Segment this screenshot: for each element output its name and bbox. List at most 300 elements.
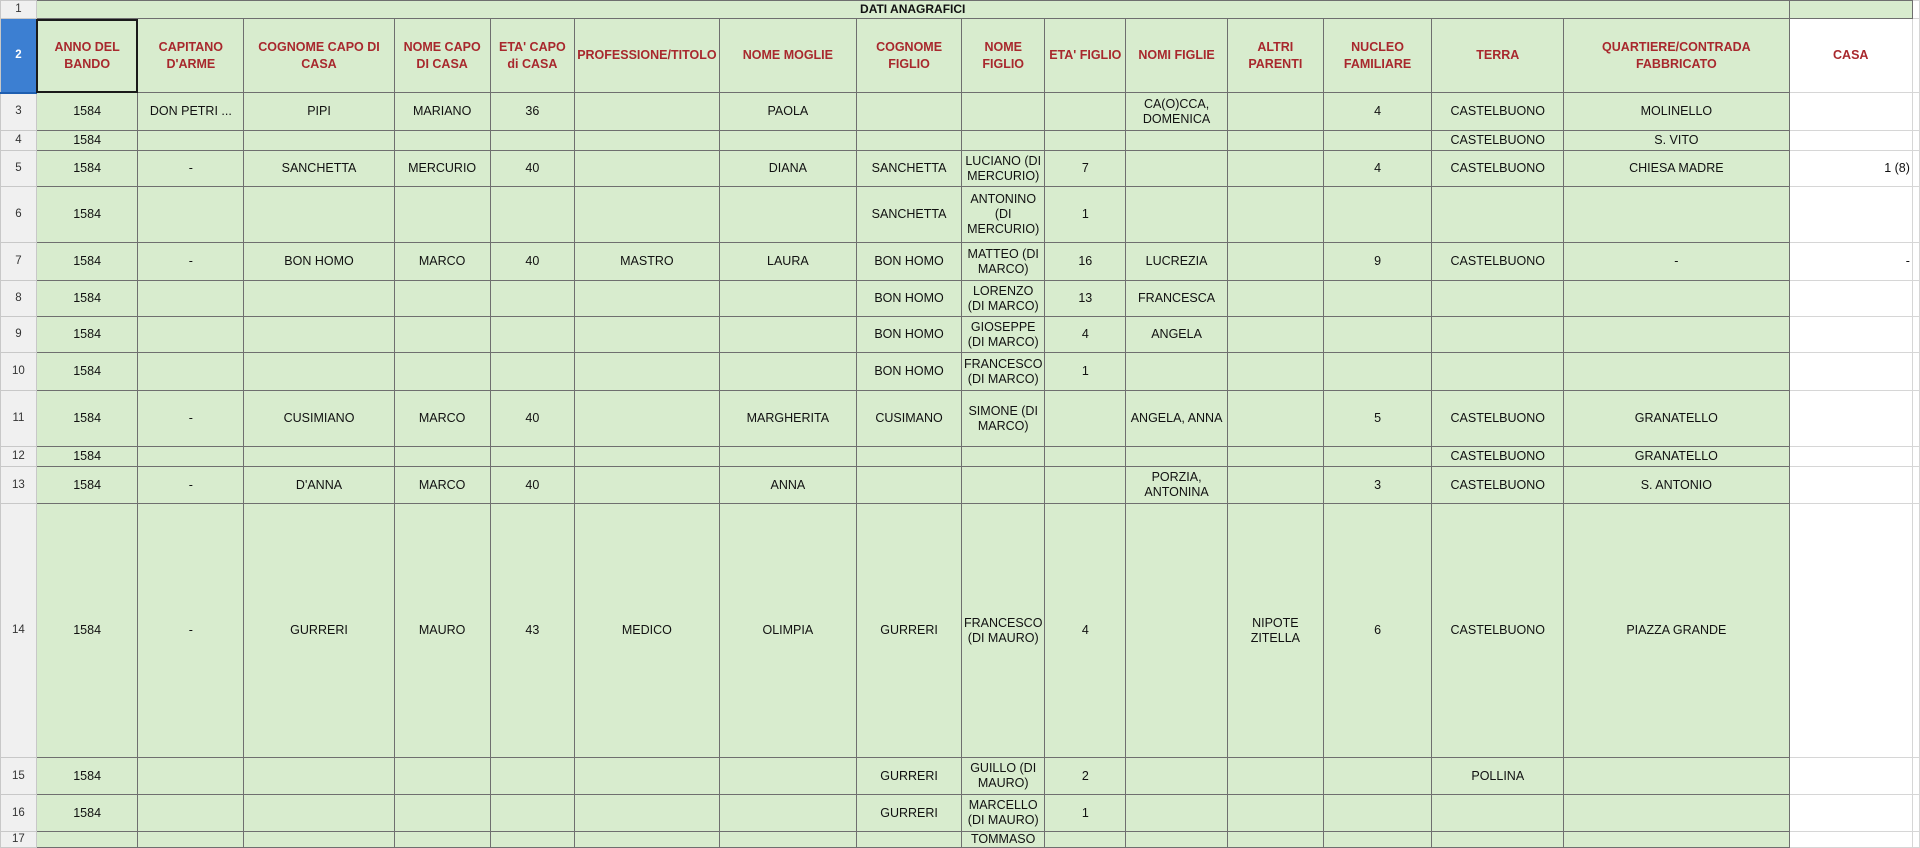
row-number[interactable]: 2 — [1, 19, 37, 93]
table-row — [1, 317, 1920, 353]
cell-capitano-d-arme[interactable] — [138, 758, 244, 795]
cell-cognome-capo[interactable] — [244, 795, 394, 832]
cell-nome-capo[interactable]: MARCO — [394, 467, 490, 504]
cell-altri-parenti[interactable] — [1228, 281, 1324, 317]
cell-eta-figlio[interactable]: 4 — [1045, 504, 1126, 758]
cell-altri-parenti[interactable] — [1228, 467, 1324, 504]
cell-terra[interactable] — [1432, 281, 1564, 317]
cell-nome-moglie[interactable]: ANNA — [719, 467, 857, 504]
cell-quartiere[interactable] — [1564, 832, 1789, 848]
cell-capitano-d-arme[interactable] — [138, 131, 244, 151]
cell-nome-figlio[interactable]: LORENZO (DI MARCO) — [961, 281, 1044, 317]
cell-eta-capo[interactable] — [490, 281, 575, 317]
cell-eta-figlio[interactable]: 1 — [1045, 353, 1126, 391]
cell-nome-moglie[interactable] — [719, 758, 857, 795]
cell-capitano-d-arme[interactable] — [138, 832, 244, 848]
cell-nome-moglie[interactable] — [719, 317, 857, 353]
cell-altri-parenti[interactable] — [1228, 131, 1324, 151]
cell-eta-capo[interactable]: 40 — [490, 467, 575, 504]
cell-casa[interactable] — [1789, 391, 1912, 447]
cell-nomi-figlie[interactable]: ANGELA, ANNA — [1126, 391, 1228, 447]
cell-eta-capo[interactable] — [490, 795, 575, 832]
cell-nome-capo[interactable] — [394, 317, 490, 353]
cell-nomi-figlie[interactable]: FRANCESCA — [1126, 281, 1228, 317]
cell-professione[interactable]: MEDICO — [575, 504, 719, 758]
cell-terra[interactable]: CASTELBUONO — [1432, 504, 1564, 758]
cell-nucleo-familiare[interactable] — [1323, 447, 1432, 467]
row-number[interactable]: 16 — [1, 795, 37, 832]
cell-capitano-d-arme[interactable] — [138, 187, 244, 243]
cell-cognome-figlio[interactable] — [857, 467, 962, 504]
cell-nomi-figlie[interactable] — [1126, 795, 1228, 832]
cell-cognome-figlio[interactable]: CUSIMANO — [857, 391, 962, 447]
cell-anno-del-bando[interactable]: 1584 — [36, 151, 138, 187]
cell-empty — [1912, 795, 1919, 832]
table-row — [1, 758, 1920, 795]
cell-altri-parenti[interactable]: NIPOTE ZITELLA — [1228, 504, 1324, 758]
cell-nome-figlio[interactable]: ANTONINO (DI MERCURIO) — [961, 187, 1044, 243]
cell-nome-moglie[interactable] — [719, 353, 857, 391]
cell-casa[interactable] — [1789, 187, 1912, 243]
cell-nome-figlio[interactable]: FRANCESCO (DI MAURO) — [961, 504, 1044, 758]
cell-eta-figlio[interactable]: 7 — [1045, 151, 1126, 187]
cell-empty[interactable] — [1789, 1, 1912, 19]
cell-nome-capo[interactable] — [394, 281, 490, 317]
cell-eta-capo[interactable]: 40 — [490, 391, 575, 447]
cell-capitano-d-arme[interactable]: - — [138, 391, 244, 447]
cell-quartiere[interactable] — [1564, 317, 1789, 353]
column-header-terra[interactable]: TERRA — [1432, 19, 1564, 93]
cell-cognome-figlio[interactable]: BON HOMO — [857, 243, 962, 281]
cell-cognome-capo[interactable]: BON HOMO — [244, 243, 394, 281]
cell-terra[interactable]: CASTELBUONO — [1432, 391, 1564, 447]
cell-casa[interactable] — [1789, 758, 1912, 795]
cell-nome-figlio[interactable] — [961, 93, 1044, 131]
cell-altri-parenti[interactable] — [1228, 447, 1324, 467]
cell-eta-figlio[interactable]: 4 — [1045, 317, 1126, 353]
column-header-nome-capo[interactable]: NOME CAPO DI CASA — [394, 19, 490, 93]
cell-nome-capo[interactable] — [394, 795, 490, 832]
cell-cognome-capo[interactable]: D'ANNA — [244, 467, 394, 504]
cell-nome-figlio[interactable]: TOMMASO — [961, 832, 1044, 848]
cell-empty — [1912, 353, 1919, 391]
column-header-capitano-d-arme[interactable]: CAPITANO D'ARME — [138, 19, 244, 93]
cell-quartiere[interactable] — [1564, 353, 1789, 391]
cell-terra[interactable] — [1432, 353, 1564, 391]
cell-nucleo-familiare[interactable]: 3 — [1323, 467, 1432, 504]
cell-cognome-capo[interactable]: PIPI — [244, 93, 394, 131]
cell-nome-figlio[interactable]: GIOSEPPE (DI MARCO) — [961, 317, 1044, 353]
column-header-nomi-figlie[interactable]: NOMI FIGLIE — [1126, 19, 1228, 93]
cell-eta-figlio[interactable] — [1045, 93, 1126, 131]
table-row — [1, 281, 1920, 317]
table-row — [1, 447, 1920, 467]
cell-nome-figlio[interactable]: FRANCESCO (DI MARCO) — [961, 353, 1044, 391]
cell-terra[interactable] — [1432, 187, 1564, 243]
cell-nome-capo[interactable] — [394, 131, 490, 151]
cell-terra[interactable]: CASTELBUONO — [1432, 447, 1564, 467]
cell-quartiere[interactable] — [1564, 795, 1789, 832]
cell-professione[interactable] — [575, 447, 719, 467]
cell-capitano-d-arme[interactable] — [138, 447, 244, 467]
cell-eta-capo[interactable] — [490, 317, 575, 353]
cell-quartiere[interactable] — [1564, 187, 1789, 243]
cell-terra[interactable] — [1432, 832, 1564, 848]
cell-cognome-figlio[interactable] — [857, 832, 962, 848]
cell-cognome-capo[interactable] — [244, 281, 394, 317]
cell-anno-del-bando[interactable]: 1584 — [36, 467, 138, 504]
row-number[interactable]: 13 — [1, 467, 37, 504]
cell-professione[interactable] — [575, 317, 719, 353]
cell-nome-moglie[interactable]: PAOLA — [719, 93, 857, 131]
cell-empty — [1912, 832, 1919, 848]
cell-eta-figlio[interactable]: 1 — [1045, 795, 1126, 832]
cell-empty — [1912, 243, 1919, 281]
cell-professione[interactable]: MASTRO — [575, 243, 719, 281]
cell-altri-parenti[interactable] — [1228, 758, 1324, 795]
row-number[interactable]: 6 — [1, 187, 37, 243]
cell-professione[interactable] — [575, 93, 719, 131]
row-number[interactable]: 1 — [1, 1, 37, 19]
column-header-nucleo-familiare[interactable]: NUCLEO FAMILIARE — [1323, 19, 1432, 93]
table-row — [1, 467, 1920, 504]
cell-altri-parenti[interactable] — [1228, 93, 1324, 131]
column-header-eta-capo[interactable]: ETA' CAPO di CASA — [490, 19, 575, 93]
cell-cognome-figlio[interactable] — [857, 131, 962, 151]
row-number[interactable]: 12 — [1, 447, 37, 467]
cell-terra[interactable]: CASTELBUONO — [1432, 151, 1564, 187]
cell-nomi-figlie[interactable] — [1126, 151, 1228, 187]
cell-anno-del-bando[interactable]: 1584 — [36, 447, 138, 467]
cell-casa[interactable] — [1789, 504, 1912, 758]
cell-terra[interactable]: CASTELBUONO — [1432, 467, 1564, 504]
cell-nome-moglie[interactable]: MARGHERITA — [719, 391, 857, 447]
row-number[interactable]: 10 — [1, 353, 37, 391]
cell-professione[interactable] — [575, 281, 719, 317]
cell-empty — [1912, 187, 1919, 243]
row-number[interactable]: 7 — [1, 243, 37, 281]
cell-eta-capo[interactable] — [490, 353, 575, 391]
cell-nomi-figlie[interactable]: ANGELA — [1126, 317, 1228, 353]
cell-nome-figlio[interactable]: LUCIANO (DI MERCURIO) — [961, 151, 1044, 187]
cell-empty — [1912, 317, 1919, 353]
column-header-nome-moglie[interactable]: NOME MOGLIE — [719, 19, 857, 93]
cell-quartiere[interactable]: CHIESA MADRE — [1564, 151, 1789, 187]
row-number[interactable]: 15 — [1, 758, 37, 795]
cell-professione[interactable] — [575, 131, 719, 151]
cell-capitano-d-arme[interactable]: - — [138, 467, 244, 504]
cell-nome-capo[interactable] — [394, 758, 490, 795]
cell-anno-del-bando[interactable]: 1584 — [36, 795, 138, 832]
cell-nomi-figlie[interactable] — [1126, 187, 1228, 243]
cell-empty — [1912, 93, 1919, 131]
cell-empty — [1912, 467, 1919, 504]
cell-altri-parenti[interactable] — [1228, 151, 1324, 187]
cell-capitano-d-arme[interactable] — [138, 317, 244, 353]
cell-casa[interactable] — [1789, 353, 1912, 391]
cell-capitano-d-arme[interactable]: - — [138, 151, 244, 187]
cell-altri-parenti[interactable] — [1228, 243, 1324, 281]
cell-nome-moglie[interactable] — [719, 281, 857, 317]
cell-nomi-figlie[interactable] — [1126, 758, 1228, 795]
row-number[interactable]: 11 — [1, 391, 37, 447]
cell-nome-moglie[interactable] — [719, 832, 857, 848]
cell-nome-capo[interactable]: MERCURIO — [394, 151, 490, 187]
table-row — [1, 832, 1920, 848]
cell-cognome-capo[interactable] — [244, 131, 394, 151]
column-header-cognome-figlio[interactable]: COGNOME FIGLIO — [857, 19, 962, 93]
cell-eta-capo[interactable] — [490, 187, 575, 243]
cell-anno-del-bando[interactable]: 1584 — [36, 317, 138, 353]
cell-nome-moglie[interactable]: OLIMPIA — [719, 504, 857, 758]
cell-capitano-d-arme[interactable] — [138, 281, 244, 317]
table-row — [1, 391, 1920, 447]
cell-nomi-figlie[interactable]: PORZIA, ANTONINA — [1126, 467, 1228, 504]
cell-casa[interactable] — [1789, 131, 1912, 151]
cell-casa[interactable] — [1789, 93, 1912, 131]
cell-capitano-d-arme[interactable]: - — [138, 504, 244, 758]
cell-eta-figlio[interactable] — [1045, 391, 1126, 447]
cell-altri-parenti[interactable] — [1228, 317, 1324, 353]
cell-eta-figlio[interactable]: 1 — [1045, 187, 1126, 243]
column-header-anno-del-bando[interactable]: ANNO DEL BANDO — [36, 19, 138, 93]
cell-nome-figlio[interactable]: SIMONE (DI MARCO) — [961, 391, 1044, 447]
cell-altri-parenti[interactable] — [1228, 832, 1324, 848]
cell-empty — [1912, 281, 1919, 317]
cell-cognome-capo[interactable]: SANCHETTA — [244, 151, 394, 187]
cell-casa[interactable] — [1789, 281, 1912, 317]
cell-altri-parenti[interactable] — [1228, 795, 1324, 832]
cell-nome-moglie[interactable] — [719, 187, 857, 243]
cell-eta-capo[interactable]: 40 — [490, 243, 575, 281]
cell-cognome-capo[interactable] — [244, 187, 394, 243]
sheet-title[interactable]: DATI ANAGRAFICI — [36, 1, 1789, 19]
cell-anno-del-bando[interactable]: 1584 — [36, 504, 138, 758]
cell-nucleo-familiare[interactable]: 4 — [1323, 151, 1432, 187]
cell-terra[interactable]: CASTELBUONO — [1432, 93, 1564, 131]
cell-professione[interactable] — [575, 758, 719, 795]
cell-nomi-figlie[interactable] — [1126, 353, 1228, 391]
cell-eta-capo[interactable] — [490, 131, 575, 151]
cell-nome-capo[interactable] — [394, 187, 490, 243]
table-row — [1, 131, 1920, 151]
cell-professione[interactable] — [575, 832, 719, 848]
cell-nome-figlio[interactable] — [961, 447, 1044, 467]
cell-nome-capo[interactable]: MARCO — [394, 243, 490, 281]
cell-nome-figlio[interactable]: MARCELLO (DI MAURO) — [961, 795, 1044, 832]
cell-terra[interactable]: POLLINA — [1432, 758, 1564, 795]
cell-nome-moglie[interactable] — [719, 447, 857, 467]
cell-capitano-d-arme[interactable] — [138, 353, 244, 391]
cell-casa[interactable] — [1789, 832, 1912, 848]
cell-nome-capo[interactable]: MARCO — [394, 391, 490, 447]
cell-nome-capo[interactable]: MARIANO — [394, 93, 490, 131]
cell-quartiere[interactable] — [1564, 281, 1789, 317]
cell-empty — [1912, 758, 1919, 795]
cell-eta-figlio[interactable] — [1045, 467, 1126, 504]
cell-quartiere[interactable]: GRANATELLO — [1564, 447, 1789, 467]
cell-professione[interactable] — [575, 187, 719, 243]
column-header-professione[interactable]: PROFESSIONE/TITOLO — [575, 19, 719, 93]
cell-capitano-d-arme[interactable]: - — [138, 243, 244, 281]
cell-professione[interactable] — [575, 151, 719, 187]
cell-professione[interactable] — [575, 795, 719, 832]
cell-anno-del-bando[interactable]: 1584 — [36, 758, 138, 795]
cell-cognome-figlio[interactable] — [857, 447, 962, 467]
cell-nucleo-familiare[interactable] — [1323, 131, 1432, 151]
cell-nome-capo[interactable] — [394, 832, 490, 848]
cell-nomi-figlie[interactable] — [1126, 832, 1228, 848]
cell-nucleo-familiare[interactable] — [1323, 795, 1432, 832]
cell-nucleo-familiare[interactable] — [1323, 281, 1432, 317]
cell-nome-moglie[interactable] — [719, 795, 857, 832]
cell-cognome-figlio[interactable]: SANCHETTA — [857, 187, 962, 243]
cell-eta-figlio[interactable]: 13 — [1045, 281, 1126, 317]
cell-cognome-capo[interactable] — [244, 353, 394, 391]
cell-eta-capo[interactable]: 43 — [490, 504, 575, 758]
cell-casa[interactable] — [1789, 467, 1912, 504]
cell-quartiere[interactable]: S. ANTONIO — [1564, 467, 1789, 504]
cell-cognome-figlio[interactable]: GURRERI — [857, 795, 962, 832]
column-header-quartiere[interactable]: QUARTIERE/CONTRADA FABBRICATO — [1564, 19, 1789, 93]
cell-empty — [1912, 504, 1919, 758]
cell-terra[interactable] — [1432, 317, 1564, 353]
cell-altri-parenti[interactable] — [1228, 353, 1324, 391]
cell-nome-figlio[interactable]: MATTEO (DI MARCO) — [961, 243, 1044, 281]
table-row — [1, 353, 1920, 391]
cell-empty — [1912, 19, 1919, 93]
column-header-nome-figlio[interactable]: NOME FIGLIO — [961, 19, 1044, 93]
column-header-altri-parenti[interactable]: ALTRI PARENTI — [1228, 19, 1324, 93]
cell-nucleo-familiare[interactable]: 9 — [1323, 243, 1432, 281]
cell-nomi-figlie[interactable]: CA(O)CCA, DOMENICA — [1126, 93, 1228, 131]
cell-capitano-d-arme[interactable]: DON PETRI ... — [138, 93, 244, 131]
cell-anno-del-bando[interactable]: 1584 — [36, 353, 138, 391]
cell-eta-figlio[interactable]: 16 — [1045, 243, 1126, 281]
cell-nome-capo[interactable] — [394, 353, 490, 391]
cell-altri-parenti[interactable] — [1228, 391, 1324, 447]
cell-nomi-figlie[interactable]: LUCREZIA — [1126, 243, 1228, 281]
cell-nome-moglie[interactable]: LAURA — [719, 243, 857, 281]
column-header-eta-figlio[interactable]: ETA' FIGLIO — [1045, 19, 1126, 93]
cell-eta-capo[interactable]: 40 — [490, 151, 575, 187]
cell-anno-del-bando[interactable] — [36, 832, 138, 848]
cell-nucleo-familiare[interactable] — [1323, 317, 1432, 353]
row-number[interactable]: 17 — [1, 832, 37, 848]
column-header-cognome-capo[interactable]: COGNOME CAPO DI CASA — [244, 19, 394, 93]
cell-eta-capo[interactable]: 36 — [490, 93, 575, 131]
cell-quartiere[interactable]: PIAZZA GRANDE — [1564, 504, 1789, 758]
cell-empty — [1912, 151, 1919, 187]
cell-nome-capo[interactable] — [394, 447, 490, 467]
cell-terra[interactable] — [1432, 795, 1564, 832]
cell-eta-figlio[interactable]: 2 — [1045, 758, 1126, 795]
cell-eta-figlio[interactable] — [1045, 447, 1126, 467]
cell-cognome-figlio[interactable]: GURRERI — [857, 504, 962, 758]
cell-cognome-capo[interactable]: CUSIMIANO — [244, 391, 394, 447]
cell-cognome-figlio[interactable]: BON HOMO — [857, 281, 962, 317]
cell-casa[interactable]: 1 (8) — [1789, 151, 1912, 187]
row-number[interactable]: 5 — [1, 151, 37, 187]
cell-nome-figlio[interactable] — [961, 467, 1044, 504]
cell-nucleo-familiare[interactable] — [1323, 353, 1432, 391]
cell-eta-capo[interactable] — [490, 447, 575, 467]
cell-nome-moglie[interactable]: DIANA — [719, 151, 857, 187]
cell-cognome-figlio[interactable]: GURRERI — [857, 758, 962, 795]
cell-nomi-figlie[interactable] — [1126, 131, 1228, 151]
cell-casa[interactable] — [1789, 317, 1912, 353]
cell-nucleo-familiare[interactable]: 6 — [1323, 504, 1432, 758]
cell-anno-del-bando[interactable]: 1584 — [36, 391, 138, 447]
cell-professione[interactable] — [575, 391, 719, 447]
cell-anno-del-bando[interactable]: 1584 — [36, 281, 138, 317]
table-row — [1, 93, 1920, 131]
cell-casa[interactable] — [1789, 447, 1912, 467]
cell-capitano-d-arme[interactable] — [138, 795, 244, 832]
cell-cognome-capo[interactable] — [244, 447, 394, 467]
cell-nome-figlio[interactable]: GUILLO (DI MAURO) — [961, 758, 1044, 795]
cell-cognome-figlio[interactable]: BON HOMO — [857, 353, 962, 391]
cell-nucleo-familiare[interactable]: 5 — [1323, 391, 1432, 447]
cell-quartiere[interactable]: - — [1564, 243, 1789, 281]
cell-nucleo-familiare[interactable] — [1323, 187, 1432, 243]
cell-quartiere[interactable] — [1564, 758, 1789, 795]
cell-casa[interactable]: - — [1789, 243, 1912, 281]
cell-terra[interactable]: CASTELBUONO — [1432, 243, 1564, 281]
cell-eta-figlio[interactable] — [1045, 131, 1126, 151]
table-row — [1, 151, 1920, 187]
cell-cognome-capo[interactable] — [244, 317, 394, 353]
cell-eta-capo[interactable] — [490, 832, 575, 848]
cell-cognome-capo[interactable] — [244, 832, 394, 848]
title-row — [1, 1, 1920, 19]
cell-eta-figlio[interactable] — [1045, 832, 1126, 848]
cell-cognome-capo[interactable] — [244, 758, 394, 795]
cell-casa[interactable] — [1789, 795, 1912, 832]
cell-altri-parenti[interactable] — [1228, 187, 1324, 243]
cell-quartiere[interactable]: MOLINELLO — [1564, 93, 1789, 131]
row-number[interactable]: 4 — [1, 131, 37, 151]
cell-quartiere[interactable]: GRANATELLO — [1564, 391, 1789, 447]
cell-eta-capo[interactable] — [490, 758, 575, 795]
cell-professione[interactable] — [575, 353, 719, 391]
row-number[interactable]: 8 — [1, 281, 37, 317]
cell-nomi-figlie[interactable] — [1126, 504, 1228, 758]
cell-professione[interactable] — [575, 467, 719, 504]
cell-anno-del-bando[interactable]: 1584 — [36, 187, 138, 243]
row-number[interactable]: 3 — [1, 93, 37, 131]
cell-nomi-figlie[interactable] — [1126, 447, 1228, 467]
cell-anno-del-bando[interactable]: 1584 — [36, 131, 138, 151]
cell-cognome-figlio[interactable] — [857, 93, 962, 131]
column-header-casa[interactable]: CASA — [1789, 19, 1912, 93]
cell-nome-moglie[interactable] — [719, 131, 857, 151]
row-number[interactable]: 9 — [1, 317, 37, 353]
cell-nome-capo[interactable]: MAURO — [394, 504, 490, 758]
cell-cognome-figlio[interactable]: SANCHETTA — [857, 151, 962, 187]
cell-nucleo-familiare[interactable] — [1323, 832, 1432, 848]
cell-cognome-capo[interactable]: GURRERI — [244, 504, 394, 758]
cell-nucleo-familiare[interactable] — [1323, 758, 1432, 795]
cell-anno-del-bando[interactable]: 1584 — [36, 243, 138, 281]
cell-nucleo-familiare[interactable]: 4 — [1323, 93, 1432, 131]
row-number[interactable]: 14 — [1, 504, 37, 758]
cell-terra[interactable]: CASTELBUONO — [1432, 131, 1564, 151]
cell-nome-figlio[interactable] — [961, 131, 1044, 151]
cell-cognome-figlio[interactable]: BON HOMO — [857, 317, 962, 353]
cell-quartiere[interactable]: S. VITO — [1564, 131, 1789, 151]
cell-anno-del-bando[interactable]: 1584 — [36, 93, 138, 131]
